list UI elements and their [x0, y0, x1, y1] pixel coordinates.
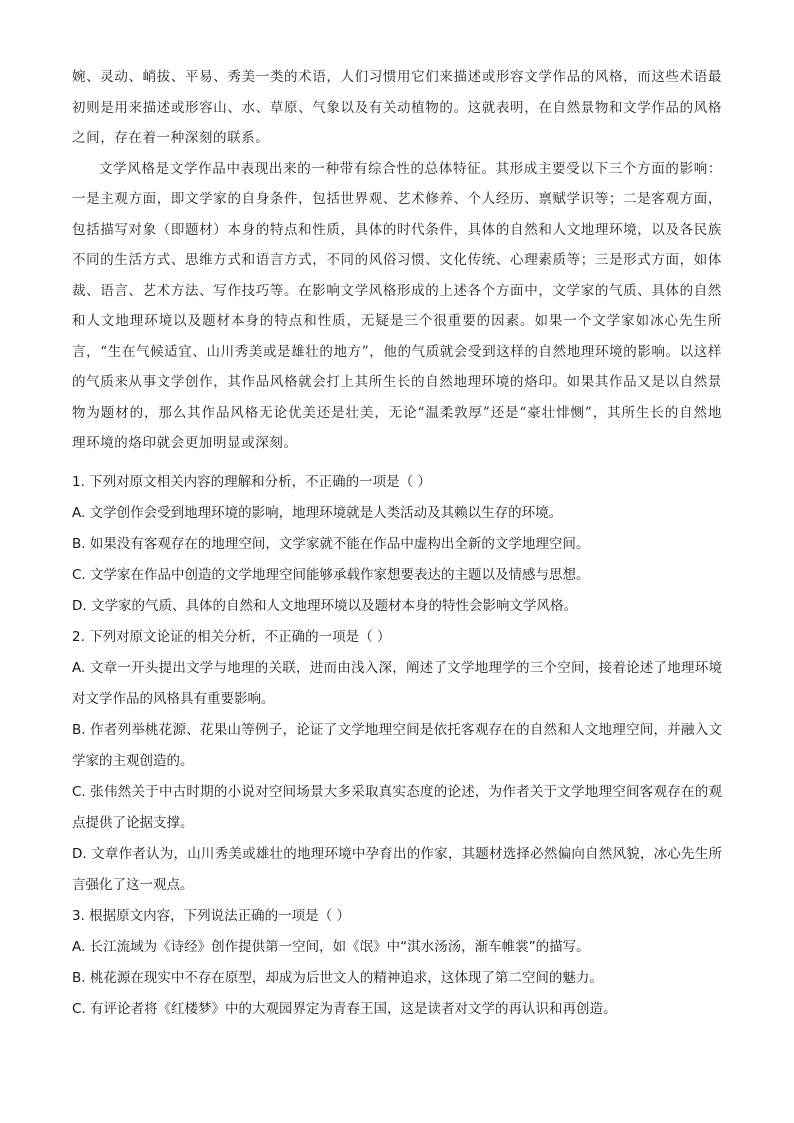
question-3 — [72, 901, 722, 1025]
passage-paragraph-2: 文学风格是文学作品中表现出来的一种带有综合性的总体特征。其形成主要受以下三个方面的影响：一是主观方面，即文学家的自身条件，包括世界观、艺术修养、个人经历、禀赋学识等；二是客观方面，包括描写对象（即题材）本身的特点和性质，具体的时代条件，具体的自然和人文地理环境，以及各民族不同的生活方式、思维方式和语言方式，不同的风俗习惯、文化传统、心理素质等；三是形式方面，如体裁、语言、艺术方法、写作技巧等。在影响文学风格形成的上述各个方面中，文学家的气质、具体的自然和人文地理环境以及题材本身的特点和性质，无疑是三个很重要的因素。如果一个文学家如冰心先生所言，“生在气候适宜、山川秀美或是雄壮的地方”，他的气质就会受到这样的自然地理环境的影响。以这样的气质来从事文学创作，其作品风格就会打上其所生长的自然地理环境的烙印。如果其作品又是以自然景物为题材的，那么其作品风格无论优美还是壮美，无论“温柔敦厚”还是“豪壮悱恻”，其所生长的自然地理环境的烙印就会更加明显或深刻。 — [72, 160, 722, 451]
option-a: A. 文学创作会受到地理环境的影响，地理环境就是人类活动及其赖以生存的环境。 — [72, 505, 563, 521]
passage-paragraph-1: 婉、灵动、峭拔、平易、秀美一类的术语，人们习惯用它们来描述或形容文学作品的风格，而这些术语最初则是用来描述或形容山、水、草原、气象以及有关动植物的。这就表明，在自然景物和文学作品的风格之间，存在着一种深刻的联系。 — [72, 69, 722, 146]
option-c: C. 张伟然关于中古时期的小说对空间场景大多采取真实态度的论述，为作者关于文学地理空间客观存在的观点提供了论据支撑。 — [72, 784, 722, 831]
question-stem: 1. 下列对原文相关内容的理解和分析，不正确的一项是（ ） — [72, 474, 431, 490]
question-1 — [72, 467, 722, 622]
option-b: B. 作者列举桃花源、花果山等例子，论证了文学地理空间是依托客观存在的自然和人文地理空间，并融入文学家的主观创造的。 — [72, 722, 722, 769]
option-a: A. 长江流域为《诗经》创作提供第一空间，如《氓》中“淇水汤汤，渐车帷裳”的描写。 — [72, 939, 590, 955]
option-a: A. 文章一开头提出文学与地理的关联，进而由浅入深，阐述了文学地理学的三个空间，接着论述了地理环境对文学作品的风格具有重要影响。 — [72, 660, 722, 707]
option-d: D. 文章作者认为，山川秀美或雄壮的地理环境中孕育出的作家，其题材选择必然偏向自然风貌，冰心先生所言强化了这一观点。 — [72, 846, 722, 893]
question-2 — [72, 622, 722, 901]
reading-passage — [72, 62, 722, 459]
option-c: C. 文学家在作品中创造的文学地理空间能够承载作家想要表达的主题以及情感与思想。 — [72, 567, 590, 583]
option-c: C. 有评论者将《红楼梦》中的大观园界定为青春王国，这是读者对文学的再认识和再创造。 — [72, 1001, 617, 1017]
question-stem: 3. 根据原文内容，下列说法正确的一项是（ ） — [72, 908, 350, 924]
option-b: B. 桃花源在现实中不存在原型，却成为后世文人的精神追求，这体现了第二空间的魅力。 — [72, 970, 603, 986]
question-list — [72, 467, 722, 1025]
question-stem: 2. 下列对原文论证的相关分析，不正确的一项是（ ） — [72, 629, 391, 645]
option-b: B. 如果没有客观存在的地理空间，文学家就不能在作品中虚构出全新的文学地理空间。 — [72, 536, 590, 552]
option-d: D. 文学家的气质、具体的自然和人文地理环境以及题材本身的特性会影响文学风格。 — [72, 598, 577, 614]
